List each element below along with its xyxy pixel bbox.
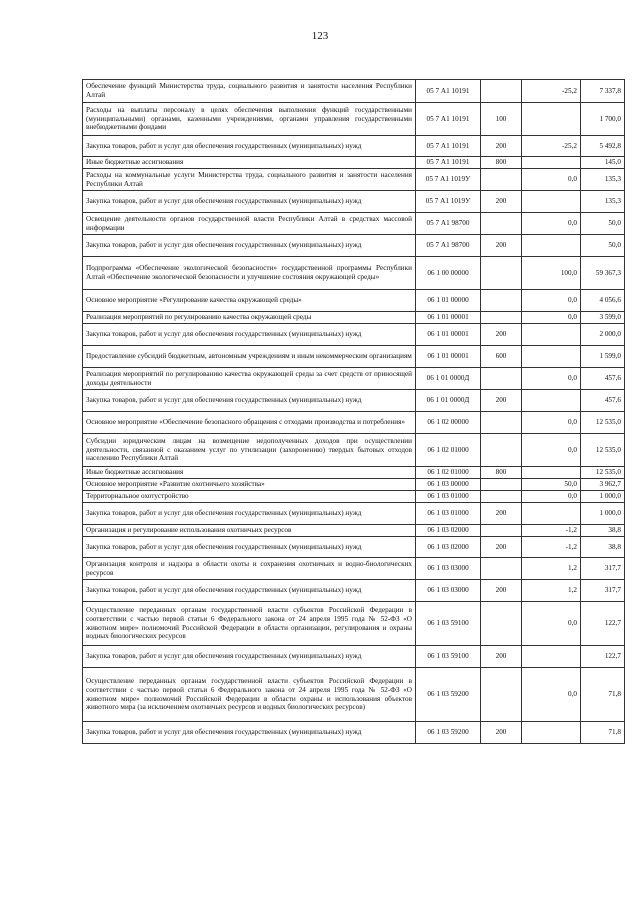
expense-type-cell	[481, 525, 522, 537]
total-amount-cell: 3 962,7	[581, 479, 625, 491]
table-row	[83, 136, 625, 157]
expense-name-cell: Основное мероприятие «Развитие охотничьего хозяйства»	[83, 479, 416, 491]
change-amount-cell: 1,2	[522, 580, 581, 602]
budget-table	[82, 79, 625, 744]
change-amount-cell: -1,2	[522, 537, 581, 558]
expense-type-cell	[481, 479, 522, 491]
total-amount-cell: 50,0	[581, 235, 625, 257]
expense-name-cell: Закупка товаров, работ и услуг для обеспечения государственных (муниципальных) нужд	[83, 537, 416, 558]
total-amount-cell: 122,7	[581, 602, 625, 646]
table-row	[83, 646, 625, 668]
table-row	[83, 467, 625, 479]
target-article-cell: 06 1 03 01000	[416, 503, 481, 525]
total-amount-cell: 2 000,0	[581, 324, 625, 346]
total-amount-cell: 1 700,0	[581, 103, 625, 136]
target-article-cell: 06 1 03 00000	[416, 479, 481, 491]
table-row	[83, 368, 625, 390]
target-article-cell: 06 1 03 59100	[416, 646, 481, 668]
total-amount-cell: 12 535,0	[581, 434, 625, 467]
target-article-cell: 05 7 А1 98700	[416, 235, 481, 257]
target-article-cell: 06 1 01 0000Д	[416, 390, 481, 412]
expense-name-cell: Закупка товаров, работ и услуг для обеспечения государственных (муниципальных) нужд	[83, 722, 416, 744]
total-amount-cell: 317,7	[581, 580, 625, 602]
expense-type-cell	[481, 558, 522, 580]
change-amount-cell: 0,0	[522, 412, 581, 434]
table-row	[83, 434, 625, 467]
expense-type-cell	[481, 368, 522, 390]
expense-name-cell: Территориальное охотустройство	[83, 491, 416, 503]
target-article-cell: 06 1 02 01000	[416, 467, 481, 479]
table-row	[83, 602, 625, 646]
expense-type-cell: 200	[481, 324, 522, 346]
table-row	[83, 558, 625, 580]
expense-type-cell: 100	[481, 103, 522, 136]
target-article-cell: 06 1 01 00000	[416, 290, 481, 312]
target-article-cell: 05 7 А1 10191	[416, 80, 481, 103]
change-amount-cell	[522, 467, 581, 479]
change-amount-cell	[522, 646, 581, 668]
change-amount-cell: 0,0	[522, 213, 581, 235]
table-row	[83, 479, 625, 491]
expense-type-cell: 200	[481, 191, 522, 213]
total-amount-cell: 317,7	[581, 558, 625, 580]
target-article-cell: 06 1 01 00001	[416, 324, 481, 346]
target-article-cell: 06 1 03 03000	[416, 580, 481, 602]
table-row	[83, 169, 625, 191]
expense-type-cell	[481, 668, 522, 722]
table-row	[83, 390, 625, 412]
table-row	[83, 537, 625, 558]
expense-name-cell: Закупка товаров, работ и услуг для обеспечения государственных (муниципальных) нужд	[83, 235, 416, 257]
expense-name-cell: Иные бюджетные ассигнования	[83, 157, 416, 169]
table-row	[83, 257, 625, 290]
total-amount-cell: 12 535,0	[581, 467, 625, 479]
expense-type-cell: 600	[481, 346, 522, 368]
table-row	[83, 412, 625, 434]
change-amount-cell: 0,0	[522, 434, 581, 467]
table-row	[83, 235, 625, 257]
expense-type-cell: 200	[481, 722, 522, 744]
total-amount-cell: 71,8	[581, 668, 625, 722]
expense-type-cell	[481, 602, 522, 646]
total-amount-cell: 457,6	[581, 390, 625, 412]
expense-type-cell: 200	[481, 646, 522, 668]
target-article-cell: 05 7 А1 10191	[416, 157, 481, 169]
expense-type-cell: 200	[481, 503, 522, 525]
expense-name-cell: Организация контроля и надзора в области охоты и сохранения охотничьих и водно-биологических ресурсов	[83, 558, 416, 580]
change-amount-cell: 0,0	[522, 169, 581, 191]
change-amount-cell	[522, 346, 581, 368]
expense-name-cell: Осуществление переданных органам государственной власти субъектов Российской Федерации в соответствии с частью первой статьи 6 Федерального закона от 24 апреля 1995 года № 52-ФЗ «О животном мире» полномочий Российской Федерации в области организации, регулирования и охраны водных биологических ресурсов	[83, 602, 416, 646]
change-amount-cell	[522, 235, 581, 257]
table-row	[83, 668, 625, 722]
target-article-cell: 06 1 02 01000	[416, 434, 481, 467]
target-article-cell: 06 1 01 00001	[416, 312, 481, 324]
total-amount-cell: 38,8	[581, 525, 625, 537]
change-amount-cell	[522, 390, 581, 412]
change-amount-cell	[522, 503, 581, 525]
expense-type-cell	[481, 213, 522, 235]
change-amount-cell: 100,0	[522, 257, 581, 290]
change-amount-cell	[522, 722, 581, 744]
table-row	[83, 503, 625, 525]
expense-name-cell: Закупка товаров, работ и услуг для обеспечения государственных (муниципальных) нужд	[83, 324, 416, 346]
expense-name-cell: Организация и регулирование использования охотничьих ресурсов	[83, 525, 416, 537]
expense-type-cell: 800	[481, 157, 522, 169]
expense-type-cell	[481, 290, 522, 312]
target-article-cell: 06 1 01 0000Д	[416, 368, 481, 390]
expense-type-cell	[481, 412, 522, 434]
change-amount-cell: 0,0	[522, 491, 581, 503]
expense-name-cell: Закупка товаров, работ и услуг для обеспечения государственных (муниципальных) нужд	[83, 646, 416, 668]
target-article-cell: 05 7 А1 98700	[416, 213, 481, 235]
table-row	[83, 290, 625, 312]
change-amount-cell: 1,2	[522, 558, 581, 580]
table-row	[83, 580, 625, 602]
expense-type-cell	[481, 491, 522, 503]
expense-name-cell: Обеспечение функций Министерства труда, социального развития и занятости населения Республики Алтай	[83, 80, 416, 103]
total-amount-cell: 4 056,6	[581, 290, 625, 312]
expense-name-cell: Освещение деятельности органов государственной власти Республики Алтай в средствах массовой информации	[83, 213, 416, 235]
expense-type-cell	[481, 257, 522, 290]
total-amount-cell: 38,8	[581, 537, 625, 558]
total-amount-cell: 59 367,3	[581, 257, 625, 290]
change-amount-cell: 0,0	[522, 290, 581, 312]
target-article-cell: 06 1 03 59200	[416, 668, 481, 722]
total-amount-cell: 1 000,0	[581, 503, 625, 525]
table-row	[83, 525, 625, 537]
expense-name-cell: Осуществление переданных органам государственной власти субъектов Российской Федерации в соответствии с частью первой статьи 6 Федерального закона от 24 апреля 1995 года № 52-ФЗ «О животном мире» полномочий Российской Федерации в области охраны и использования объектов животного мира (за исключением охотничьих ресурсов и водных биологических ресурсов)	[83, 668, 416, 722]
table-row	[83, 722, 625, 744]
target-article-cell: 05 7 А1 1019У	[416, 169, 481, 191]
expense-name-cell: Реализация мероприятий по регулированию качества окружающей среды за счет средств от приносящей доходы деятельности	[83, 368, 416, 390]
expense-name-cell: Закупка товаров, работ и услуг для обеспечения государственных (муниципальных) нужд	[83, 191, 416, 213]
table-row	[83, 491, 625, 503]
expense-name-cell: Закупка товаров, работ и услуг для обеспечения государственных (муниципальных) нужд	[83, 390, 416, 412]
table-row	[83, 80, 625, 103]
target-article-cell: 06 1 00 00000	[416, 257, 481, 290]
change-amount-cell: -25,2	[522, 80, 581, 103]
target-article-cell: 05 7 А1 10191	[416, 136, 481, 157]
target-article-cell: 05 7 А1 1019У	[416, 191, 481, 213]
change-amount-cell	[522, 324, 581, 346]
target-article-cell: 06 1 03 03000	[416, 558, 481, 580]
expense-name-cell: Подпрограмма «Обеспечение экологической безопасности» государственной программы Республики Алтай «Обеспечение экологической безопасности и улучшение состояния окружающей среды»	[83, 257, 416, 290]
expense-type-cell: 200	[481, 136, 522, 157]
total-amount-cell: 71,8	[581, 722, 625, 744]
table-row	[83, 157, 625, 169]
expense-name-cell: Иные бюджетные ассигнования	[83, 467, 416, 479]
expense-type-cell	[481, 434, 522, 467]
change-amount-cell	[522, 157, 581, 169]
change-amount-cell: -1,2	[522, 525, 581, 537]
expense-name-cell: Основное мероприятие «Регулирование качества окружающей среды»	[83, 290, 416, 312]
table-row	[83, 324, 625, 346]
total-amount-cell: 3 599,0	[581, 312, 625, 324]
target-article-cell: 06 1 02 00000	[416, 412, 481, 434]
total-amount-cell: 135,3	[581, 169, 625, 191]
table-row	[83, 103, 625, 136]
change-amount-cell	[522, 191, 581, 213]
total-amount-cell: 50,0	[581, 213, 625, 235]
expense-name-cell: Закупка товаров, работ и услуг для обеспечения государственных (муниципальных) нужд	[83, 580, 416, 602]
target-article-cell: 06 1 03 59200	[416, 722, 481, 744]
expense-name-cell: Предоставление субсидий бюджетным, автономным учреждениям и иным некоммерческим организациям	[83, 346, 416, 368]
target-article-cell: 05 7 А1 10191	[416, 103, 481, 136]
total-amount-cell: 1 000,0	[581, 491, 625, 503]
expense-name-cell: Субсидии юридическим лицам на возмещение недополученных доходов при осуществлении деятельности, связанной с оказанием услуг по утилизации (захоронению) твердых бытовых отходов населению Республики Алтай	[83, 434, 416, 467]
total-amount-cell: 457,6	[581, 368, 625, 390]
expense-type-cell: 200	[481, 537, 522, 558]
target-article-cell: 06 1 01 00001	[416, 346, 481, 368]
expense-type-cell: 200	[481, 580, 522, 602]
table-row	[83, 191, 625, 213]
total-amount-cell: 135,3	[581, 191, 625, 213]
target-article-cell: 06 1 03 02000	[416, 537, 481, 558]
expense-name-cell: Реализация мероприятий по регулированию качества окружающей среды	[83, 312, 416, 324]
total-amount-cell: 145,0	[581, 157, 625, 169]
expense-name-cell: Закупка товаров, работ и услуг для обеспечения государственных (муниципальных) нужд	[83, 503, 416, 525]
expense-name-cell: Расходы на выплаты персоналу в целях обеспечения выполнения функций государственными (муниципальными) органами, казенными учреждениями, органами управления государственными внебюджетными фондами	[83, 103, 416, 136]
expense-type-cell: 200	[481, 235, 522, 257]
total-amount-cell: 122,7	[581, 646, 625, 668]
budget-table-body	[83, 80, 625, 744]
change-amount-cell: 0,0	[522, 312, 581, 324]
change-amount-cell: 50,0	[522, 479, 581, 491]
change-amount-cell: 0,0	[522, 668, 581, 722]
change-amount-cell: 0,0	[522, 368, 581, 390]
total-amount-cell: 5 492,8	[581, 136, 625, 157]
target-article-cell: 06 1 03 01000	[416, 491, 481, 503]
expense-type-cell: 800	[481, 467, 522, 479]
expense-type-cell: 200	[481, 390, 522, 412]
table-row	[83, 346, 625, 368]
target-article-cell: 06 1 03 59100	[416, 602, 481, 646]
change-amount-cell	[522, 103, 581, 136]
expense-type-cell	[481, 312, 522, 324]
expense-type-cell	[481, 169, 522, 191]
total-amount-cell: 1 599,0	[581, 346, 625, 368]
page-number: 123	[311, 30, 329, 42]
total-amount-cell: 12 535,0	[581, 412, 625, 434]
total-amount-cell: 7 337,8	[581, 80, 625, 103]
expense-name-cell: Расходы на коммунальные услуги Министерства труда, социального развития и занятости населения Республики Алтай	[83, 169, 416, 191]
change-amount-cell: -25,2	[522, 136, 581, 157]
table-row	[83, 312, 625, 324]
table-row	[83, 213, 625, 235]
target-article-cell: 06 1 03 02000	[416, 525, 481, 537]
change-amount-cell: 0,0	[522, 602, 581, 646]
expense-name-cell: Закупка товаров, работ и услуг для обеспечения государственных (муниципальных) нужд	[83, 136, 416, 157]
expense-type-cell	[481, 80, 522, 103]
expense-name-cell: Основное мероприятие «Обеспечение безопасного обращения с отходами производства и потребления»	[83, 412, 416, 434]
